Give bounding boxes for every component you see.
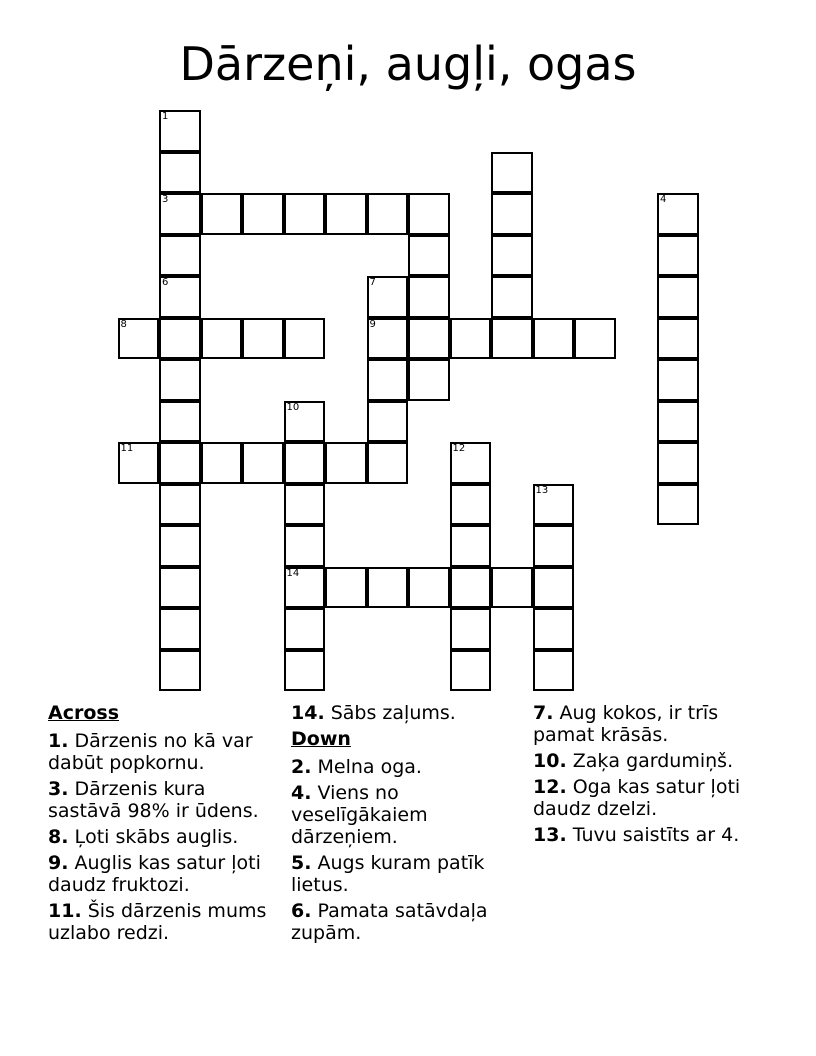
grid-cell[interactable] xyxy=(159,650,201,692)
clue-number: 6 xyxy=(162,277,169,288)
grid-cell[interactable] xyxy=(657,484,699,526)
clue-across-8: 8. Ļoti skābs auglis. xyxy=(48,826,239,848)
grid-cell[interactable] xyxy=(657,359,699,401)
grid-cell[interactable] xyxy=(491,152,533,194)
grid-cell[interactable] xyxy=(284,650,326,692)
grid-cell[interactable] xyxy=(408,567,450,609)
grid-cell[interactable] xyxy=(491,276,533,318)
grid-cell[interactable] xyxy=(533,567,575,609)
puzzle-title: Dārzeņi, augļi, ogas xyxy=(179,37,637,91)
grid-cell[interactable] xyxy=(159,525,201,567)
grid-cell[interactable] xyxy=(201,318,243,360)
grid-cell[interactable] xyxy=(159,110,201,152)
grid-cell[interactable] xyxy=(159,152,201,194)
grid-cell[interactable] xyxy=(367,193,409,235)
grid-cell[interactable] xyxy=(367,401,409,443)
grid-cell[interactable] xyxy=(533,650,575,692)
grid-cell[interactable] xyxy=(450,318,492,360)
clue-column-2 xyxy=(291,702,491,948)
grid-cell[interactable] xyxy=(367,276,409,318)
clue-column-3 xyxy=(533,702,773,850)
clue-across-9: 9. Auglis kas satur ļoti daudz fruktozi. xyxy=(48,852,261,896)
grid-cell[interactable] xyxy=(367,359,409,401)
grid-cell[interactable] xyxy=(284,525,326,567)
clue-number: 13 xyxy=(535,484,549,496)
clue-number: 14 xyxy=(286,567,300,579)
clue-number: 12 xyxy=(452,443,466,454)
grid-cell[interactable] xyxy=(242,318,284,360)
grid-cell[interactable] xyxy=(325,567,367,609)
clue-across-14: 14. Sābs zaļums. xyxy=(291,702,456,724)
down-heading: Down xyxy=(291,728,351,750)
grid-cell[interactable] xyxy=(450,650,492,692)
clue-number: 8 xyxy=(120,318,127,330)
grid-cell[interactable] xyxy=(657,318,699,360)
clue-number: 11 xyxy=(120,443,134,454)
clue-number: 10 xyxy=(286,401,300,413)
grid-cell[interactable] xyxy=(491,567,533,609)
clue-across-11: 11. Šis dārzenis mums uzlabo redzi. xyxy=(48,900,267,944)
grid-cell[interactable] xyxy=(491,318,533,360)
grid-cell[interactable] xyxy=(201,442,243,484)
clue-number: 4 xyxy=(660,194,667,205)
across-heading: Across xyxy=(48,702,120,724)
grid-cell[interactable] xyxy=(533,318,575,360)
grid-cell[interactable] xyxy=(242,193,284,235)
clue-number: 1 xyxy=(162,111,169,122)
grid-cell[interactable] xyxy=(574,318,616,360)
grid-cell[interactable] xyxy=(159,276,201,318)
grid-cell[interactable] xyxy=(159,318,201,360)
clue-across-1: 1. Dārzenis no kā var dabūt popkornu. xyxy=(48,730,253,774)
clue-number: 7 xyxy=(369,277,376,288)
grid-cell[interactable] xyxy=(284,442,326,484)
grid-cell[interactable] xyxy=(450,484,492,526)
grid-cell[interactable] xyxy=(408,318,450,360)
grid-cell[interactable] xyxy=(325,193,367,235)
grid-cell[interactable] xyxy=(491,235,533,277)
grid-cell[interactable] xyxy=(159,235,201,277)
grid-cell[interactable] xyxy=(450,442,492,484)
grid-cell[interactable] xyxy=(159,567,201,609)
clue-down-7: 7. Aug kokos, ir trīs pamat krāsās. xyxy=(533,702,719,746)
grid-cell[interactable] xyxy=(325,442,367,484)
clue-across-3: 3. Dārzenis kura sastāvā 98% ir ūdens. xyxy=(48,778,259,822)
grid-cell[interactable] xyxy=(118,442,160,484)
clue-down-4: 4. Viens no veselīgākaiem dārzeņiem. xyxy=(291,782,428,848)
grid-cell[interactable] xyxy=(118,318,160,360)
grid-cell[interactable] xyxy=(284,193,326,235)
grid-cell[interactable] xyxy=(533,525,575,567)
grid-cell[interactable] xyxy=(284,608,326,650)
grid-cell[interactable] xyxy=(159,359,201,401)
grid-cell[interactable] xyxy=(450,567,492,609)
grid-cell[interactable] xyxy=(657,193,699,235)
clue-down-13: 13. Tuvu saistīts ar 4. xyxy=(533,824,740,846)
grid-cell[interactable] xyxy=(284,401,326,443)
grid-cell[interactable] xyxy=(533,608,575,650)
grid-cell[interactable] xyxy=(367,318,409,360)
grid-cell[interactable] xyxy=(450,525,492,567)
grid-cell[interactable] xyxy=(159,484,201,526)
clue-down-12: 12. Oga kas satur ļoti daudz dzelzi. xyxy=(533,776,741,820)
grid-cell[interactable] xyxy=(408,235,450,277)
grid-cell[interactable] xyxy=(657,235,699,277)
grid-cell[interactable] xyxy=(284,318,326,360)
clue-number: 9 xyxy=(369,318,376,330)
grid-cell[interactable] xyxy=(408,276,450,318)
grid-cell[interactable] xyxy=(284,484,326,526)
grid-cell[interactable] xyxy=(408,193,450,235)
clue-down-5: 5. Augs kuram patīk lietus. xyxy=(291,852,485,896)
grid-cell[interactable] xyxy=(159,442,201,484)
grid-cell[interactable] xyxy=(242,442,284,484)
grid-cell[interactable] xyxy=(657,442,699,484)
grid-cell[interactable] xyxy=(408,359,450,401)
clue-down-6: 6. Pamata satāvdaļa zupām. xyxy=(291,900,488,944)
grid-cell[interactable] xyxy=(657,401,699,443)
grid-cell[interactable] xyxy=(367,442,409,484)
grid-cell[interactable] xyxy=(159,401,201,443)
grid-cell[interactable] xyxy=(367,567,409,609)
grid-cell[interactable] xyxy=(201,193,243,235)
grid-cell[interactable] xyxy=(533,484,575,526)
grid-cell[interactable] xyxy=(159,193,201,235)
clue-number: 3 xyxy=(162,194,169,205)
grid-cell[interactable] xyxy=(657,276,699,318)
grid-cell[interactable] xyxy=(450,608,492,650)
grid-cell[interactable] xyxy=(491,193,533,235)
grid-cell[interactable] xyxy=(284,567,326,609)
clue-column-1 xyxy=(48,702,276,948)
grid-cell[interactable] xyxy=(159,608,201,650)
clue-down-2: 2. Melna oga. xyxy=(291,756,422,778)
clue-down-10: 10. Zaķa gardumiņš. xyxy=(533,750,734,772)
